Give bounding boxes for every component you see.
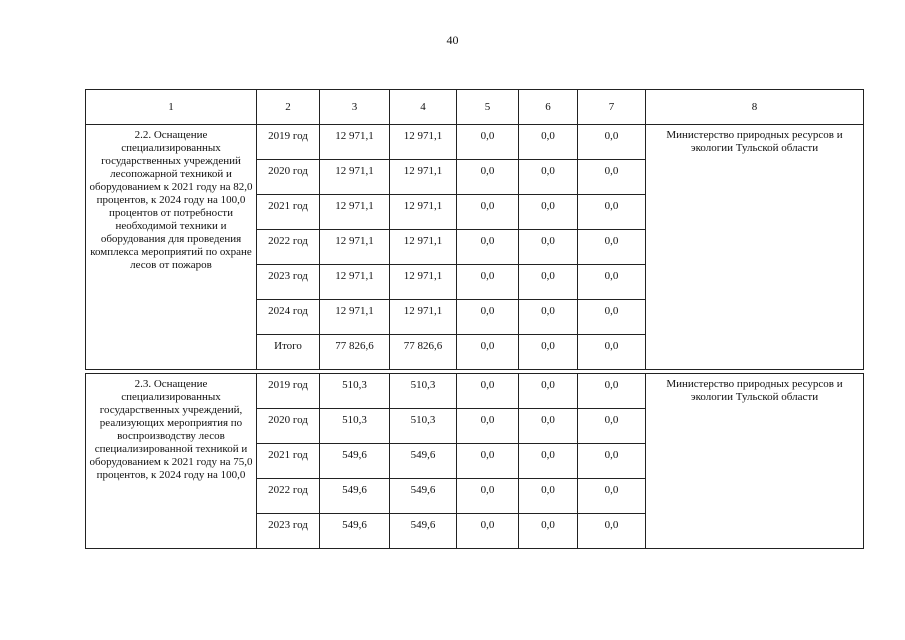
header-col-5: 5 (457, 90, 519, 125)
header-col-2: 2 (257, 90, 320, 125)
cell-federal-budget: 0,0 (457, 300, 519, 335)
cell-federal-budget: 0,0 (457, 409, 519, 444)
cell-local-budget: 0,0 (519, 230, 578, 265)
header-col-4: 4 (390, 90, 457, 125)
cell-local-budget: 0,0 (519, 195, 578, 230)
cell-regional-budget: 12 971,1 (390, 195, 457, 230)
cell-local-budget: 0,0 (519, 444, 578, 479)
cell-extrabudgetary: 0,0 (578, 195, 646, 230)
cell-extrabudgetary: 0,0 (578, 160, 646, 195)
responsible-executor: Министерство природных ресурсов и экологии Тульской области (646, 125, 864, 370)
cell-total: 549,6 (320, 444, 390, 479)
cell-total: 77 826,6 (320, 335, 390, 370)
cell-federal-budget: 0,0 (457, 195, 519, 230)
cell-period: 2021 год (257, 195, 320, 230)
cell-federal-budget: 0,0 (457, 335, 519, 370)
cell-local-budget: 0,0 (519, 409, 578, 444)
cell-total: 12 971,1 (320, 125, 390, 160)
responsible-executor: Министерство природных ресурсов и экологии Тульской области (646, 374, 864, 549)
cell-extrabudgetary: 0,0 (578, 230, 646, 265)
cell-extrabudgetary: 0,0 (578, 479, 646, 514)
cell-federal-budget: 0,0 (457, 125, 519, 160)
cell-period: 2024 год (257, 300, 320, 335)
cell-regional-budget: 549,6 (390, 444, 457, 479)
budget-table (85, 89, 864, 549)
cell-local-budget: 0,0 (519, 160, 578, 195)
cell-period: 2021 год (257, 444, 320, 479)
measure-description: 2.2. Оснащение специализированных государственных учреждений лесопожарной техникой и оборудованием к 2021 году на 82,0 процентов, к 2024 году на 100,0 процентов от потребности необходимой техники и оборудования для проведения комплекса мероприятий по охране лесов от пожаров (86, 125, 257, 370)
cell-period: 2020 год (257, 160, 320, 195)
cell-extrabudgetary: 0,0 (578, 409, 646, 444)
table-row (86, 374, 864, 409)
cell-extrabudgetary: 0,0 (578, 300, 646, 335)
cell-local-budget: 0,0 (519, 374, 578, 409)
cell-total: 12 971,1 (320, 230, 390, 265)
page-number: 40 (446, 33, 459, 47)
cell-federal-budget: 0,0 (457, 479, 519, 514)
cell-total: 549,6 (320, 514, 390, 549)
cell-local-budget: 0,0 (519, 479, 578, 514)
cell-total: 510,3 (320, 374, 390, 409)
cell-total: 12 971,1 (320, 195, 390, 230)
cell-period: Итого (257, 335, 320, 370)
header-col-3: 3 (320, 90, 390, 125)
cell-regional-budget: 510,3 (390, 374, 457, 409)
table-row (86, 125, 864, 160)
cell-regional-budget: 77 826,6 (390, 335, 457, 370)
measure-description: 2.3. Оснащение специализированных государственных учреждений, реализующих мероприятия по воспроизводству лесов специализированной техникой и оборудованием к 2021 году на 75,0 процентов, к 2024 году на 100,0 (86, 374, 257, 549)
header-col-1: 1 (86, 90, 257, 125)
cell-extrabudgetary: 0,0 (578, 265, 646, 300)
cell-period: 2022 год (257, 479, 320, 514)
cell-extrabudgetary: 0,0 (578, 444, 646, 479)
cell-total: 12 971,1 (320, 265, 390, 300)
cell-total: 510,3 (320, 409, 390, 444)
cell-extrabudgetary: 0,0 (578, 335, 646, 370)
cell-local-budget: 0,0 (519, 514, 578, 549)
cell-federal-budget: 0,0 (457, 265, 519, 300)
cell-total: 12 971,1 (320, 160, 390, 195)
cell-regional-budget: 549,6 (390, 479, 457, 514)
cell-local-budget: 0,0 (519, 125, 578, 160)
header-col-6: 6 (519, 90, 578, 125)
cell-federal-budget: 0,0 (457, 374, 519, 409)
cell-regional-budget: 12 971,1 (390, 265, 457, 300)
cell-regional-budget: 12 971,1 (390, 125, 457, 160)
cell-period: 2019 год (257, 374, 320, 409)
cell-period: 2019 год (257, 125, 320, 160)
cell-local-budget: 0,0 (519, 265, 578, 300)
header-col-8: 8 (646, 90, 864, 125)
cell-federal-budget: 0,0 (457, 160, 519, 195)
cell-local-budget: 0,0 (519, 300, 578, 335)
cell-extrabudgetary: 0,0 (578, 125, 646, 160)
cell-federal-budget: 0,0 (457, 444, 519, 479)
cell-total: 12 971,1 (320, 300, 390, 335)
cell-extrabudgetary: 0,0 (578, 514, 646, 549)
cell-extrabudgetary: 0,0 (578, 374, 646, 409)
cell-regional-budget: 549,6 (390, 514, 457, 549)
cell-federal-budget: 0,0 (457, 230, 519, 265)
cell-period: 2022 год (257, 230, 320, 265)
cell-period: 2020 год (257, 409, 320, 444)
header-row (86, 90, 864, 125)
cell-local-budget: 0,0 (519, 335, 578, 370)
cell-federal-budget: 0,0 (457, 514, 519, 549)
cell-regional-budget: 12 971,1 (390, 160, 457, 195)
cell-period: 2023 год (257, 265, 320, 300)
cell-regional-budget: 12 971,1 (390, 230, 457, 265)
cell-regional-budget: 12 971,1 (390, 300, 457, 335)
cell-total: 549,6 (320, 479, 390, 514)
header-col-7: 7 (578, 90, 646, 125)
cell-period: 2023 год (257, 514, 320, 549)
cell-regional-budget: 510,3 (390, 409, 457, 444)
